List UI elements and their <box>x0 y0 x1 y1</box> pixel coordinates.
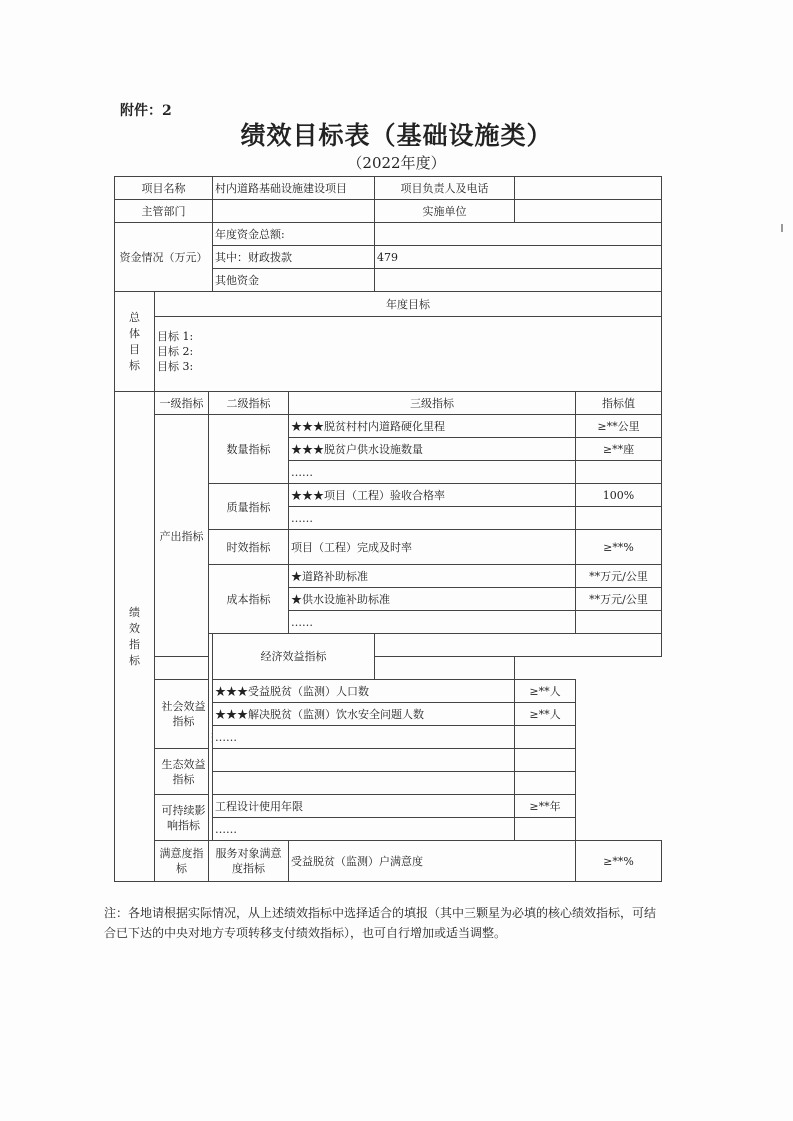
edge-mark <box>781 224 783 232</box>
funds-total-label: 年度资金总额: <box>213 223 375 246</box>
social-item-3: …… <box>213 726 515 749</box>
sustain-item-1: 工程设计使用年限 <box>213 795 515 818</box>
eco-item-2 <box>213 772 515 795</box>
funds-other-value <box>375 269 662 292</box>
contact-value <box>515 177 662 200</box>
contact-label: 项目负责人及电话 <box>375 177 515 200</box>
cost-value-2: **万元/公里 <box>576 588 662 611</box>
economic-item-1 <box>375 634 662 657</box>
social-benefit-indicators: 社会效益指标 <box>155 680 213 749</box>
year-subtitle: （2022年度） <box>347 154 446 172</box>
sustain-value-2 <box>515 818 576 841</box>
level2-header: 二级指标 <box>209 392 289 415</box>
cost-indicators: 成本指标 <box>209 565 289 634</box>
performance-target-table <box>114 176 662 882</box>
level3-header: 三级指标 <box>289 392 576 415</box>
social-item-2: ★★★解决脱贫（监测）饮水安全问题人数 <box>213 703 515 726</box>
quality-indicators: 质量指标 <box>209 484 289 530</box>
cost-value-1: **万元/公里 <box>576 565 662 588</box>
goal-2: 目标 2: <box>157 345 194 358</box>
timeliness-indicators: 时效指标 <box>209 530 289 565</box>
quality-item-2: …… <box>289 507 576 530</box>
cost-value-3 <box>576 611 662 634</box>
cost-item-3: …… <box>289 611 576 634</box>
funds-fiscal-value: 479 <box>375 246 662 269</box>
satisfaction-item-1: 受益脱贫（监测）户满意度 <box>289 841 576 882</box>
funds-other-label: 其他资金 <box>213 269 375 292</box>
quantity-indicators: 数量指标 <box>209 415 289 484</box>
quantity-value-3 <box>576 461 662 484</box>
perf-indicators-label: 绩效指标 <box>115 392 155 882</box>
output-indicators: 产出指标 <box>155 415 209 657</box>
quantity-value-1: ≥**公里 <box>576 415 662 438</box>
funds-fiscal-label: 其中：财政拨款 <box>213 246 375 269</box>
service-satisfaction-indicators: 服务对象满意度指标 <box>209 841 289 882</box>
sustain-item-2: …… <box>213 818 515 841</box>
quality-value-2 <box>576 507 662 530</box>
goal-1: 目标 1: <box>157 330 194 343</box>
annual-goal-header: 年度目标 <box>155 292 662 317</box>
quantity-item-2: ★★★脱贫户供水设施数量 <box>289 438 576 461</box>
project-name-label: 项目名称 <box>115 177 213 200</box>
attachment-label: 附件：2 <box>120 103 172 119</box>
timeliness-item-1: 项目（工程）完成及时率 <box>289 530 576 565</box>
dept-value <box>213 200 375 223</box>
level1-header: 一级指标 <box>155 392 209 415</box>
cost-item-1: ★道路补助标准 <box>289 565 576 588</box>
cost-item-2: ★供水设施补助标准 <box>289 588 576 611</box>
timeliness-value-1: ≥**% <box>576 530 662 565</box>
annual-goals <box>155 317 662 392</box>
eco-value-1 <box>515 749 576 772</box>
quantity-value-2: ≥**座 <box>576 438 662 461</box>
page-title: 绩效目标表（基础设施类） <box>240 121 553 150</box>
eco-benefit-indicators: 生态效益指标 <box>155 749 213 795</box>
satisfaction-indicators: 满意度指标 <box>155 841 209 882</box>
social-value-3 <box>515 726 576 749</box>
goal-3: 目标 3: <box>157 360 194 373</box>
footnote: 注：各地请根据实际情况，从上述绩效指标中选择适合的填报（其中三颗星为必填的核心绩效指标，可结合已下达的中央对地方专项转移支付绩效指标），也可自行增加或适当调整。 <box>104 906 657 940</box>
project-name-value: 村内道路基础设施建设项目 <box>213 177 375 200</box>
overall-goal-label: 总体目标 <box>115 292 155 392</box>
satisfaction-value-1: ≥**% <box>576 841 662 882</box>
impl-unit-label: 实施单位 <box>375 200 515 223</box>
dept-label: 主管部门 <box>115 200 213 223</box>
economic-value-2 <box>375 657 515 680</box>
social-value-1: ≥**人 <box>515 680 576 703</box>
value-header: 指标值 <box>576 392 662 415</box>
eco-value-2 <box>515 772 576 795</box>
quantity-item-1: ★★★脱贫村村内道路硬化里程 <box>289 415 576 438</box>
quality-item-1: ★★★项目（工程）验收合格率 <box>289 484 576 507</box>
sustain-value-1: ≥**年 <box>515 795 576 818</box>
impl-unit-value <box>515 200 662 223</box>
eco-item-1 <box>213 749 515 772</box>
economic-benefit-indicators: 经济效益指标 <box>213 634 375 680</box>
funds-label: 资金情况（万元） <box>115 223 213 292</box>
sustainability-indicators: 可持续影响指标 <box>155 795 213 841</box>
quantity-item-3: …… <box>289 461 576 484</box>
quality-value-1: 100% <box>576 484 662 507</box>
funds-total-value <box>375 223 662 246</box>
social-item-1: ★★★受益脱贫（监测）人口数 <box>213 680 515 703</box>
social-value-2: ≥**人 <box>515 703 576 726</box>
